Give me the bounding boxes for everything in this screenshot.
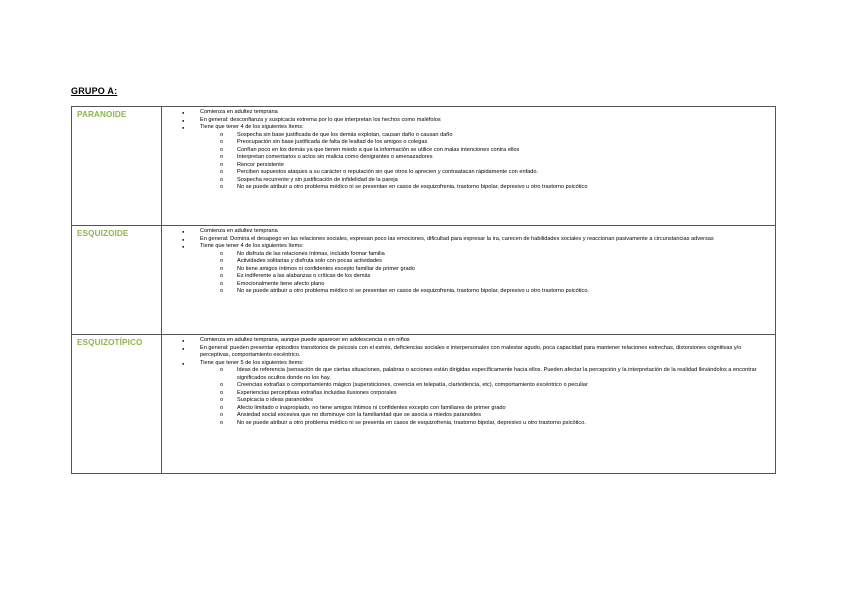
criteria-list <box>162 228 771 296</box>
table-row <box>72 226 776 335</box>
disorder-name: ESQUIZOIDE <box>72 226 162 335</box>
sub-list-item: o Interpretan comentarios o actos sin malicia como denigrantes o amenazadores <box>220 154 771 162</box>
sub-list-item: o No disfruta de las relaciones íntimas, incluido formar familia <box>220 251 771 259</box>
criteria-list <box>162 109 771 192</box>
sub-list-item: o Afecto limitado o inapropiado, no tiene amigos íntimos ni confidentes excepto con familiares de primer grado <box>220 405 771 413</box>
list-item: ● Comienza en adultez temprana <box>182 228 771 236</box>
list-item: ● En general: pueden presentar episodios transitorios de psicosis con el estrés, deficiencias sociales e interpersonales con malestar agudo, poca capacidad para mantener relaciones estrechas, distorsiones cognitivas y/o perceptivas, comportamiento excéntrico. <box>182 345 771 360</box>
sub-list-item: o Confían poco en los demás ya que tienen miedo a que la información se utilice con malas intenciones contra ellos <box>220 147 771 155</box>
disorder-criteria <box>162 226 776 335</box>
sub-list-item: o No se puede atribuir a otro problema médico ni se presentan en casos de esquizofrenia, trastorno bipolar, depresivo u otro trastorno psicótico <box>220 184 771 192</box>
disorder-criteria <box>162 335 776 474</box>
sub-list-item: o Suspicacia o ideas paranoides <box>220 397 771 405</box>
list-item-text: Tiene que tener 4 de los siguientes ítems: <box>200 243 304 249</box>
sub-list-item: o Experiencias perceptivas extrañas incluidas ilusiones corporales <box>220 390 771 398</box>
table-row <box>72 335 776 474</box>
sub-list-item: o No se puede atribuir a otro problema médico ni se presentan en casos de esquizofrenia, trastorno bipolar, depresivo u otro trastorno psicótico. <box>220 288 771 296</box>
sub-list-item: o Ideas de referencia (sensación de que ciertas situaciones, palabras o acciones están dirigidas específicamente hacia ellos. Pueden afectar la percepción y la interpretación de la realidad llevándolos a encontrar significados ocultos donde no los hay. <box>220 367 771 382</box>
list-item-text: Tiene que tener 5 de los siguientes ítems: <box>200 359 304 366</box>
list-item-text: Tiene que tener 4 de los siguientes ítems: <box>200 124 304 130</box>
disorders-table <box>71 106 776 474</box>
sub-list-item: o Emocionalmente tiene afecto plano <box>220 281 771 289</box>
sub-criteria-list <box>200 367 771 427</box>
group-heading: GRUPO A: <box>71 86 118 96</box>
list-item <box>182 124 771 192</box>
sub-list-item: o Actividades solitarias y disfruta solo con pocas actividades <box>220 258 771 266</box>
sub-list-item: o No tiene amigos íntimos ni confidentes excepto familiar de primer grado <box>220 266 771 274</box>
sub-list-item: o Perciben supuestos ataques a su carácter o reputación sin que otros lo aprecien y contraatacan rápidamente con enfado. <box>220 169 771 177</box>
sub-list-item: o Sospecha sin base justificada de que los demás explotan, causan daño o causan daño <box>220 132 771 140</box>
list-item: ● Comienza en adultez temprana <box>182 109 771 117</box>
sub-list-item: o Sospecha recurrente y sin justificación de infidelidad de la pareja <box>220 177 771 185</box>
list-item: ● En general: desconfianza y suspicacia extrema por lo que interpretan los hechos como maléfolos <box>182 117 771 125</box>
criteria-list <box>162 337 771 427</box>
disorder-name: PARANOIDE <box>72 107 162 226</box>
sub-list-item: o Es indiferente a las alabanzas o críticas de los demás <box>220 273 771 281</box>
table-row <box>72 107 776 226</box>
sub-list-item: o Rencor persistente <box>220 162 771 170</box>
sub-list-item: o Preocupación sin base justificada de falta de lealtad de los amigos o colegas <box>220 139 771 147</box>
sub-criteria-list <box>200 132 771 192</box>
sub-list-item: o Creencias extrañas o comportamiento mágico (supersticiones, creencia en telepatía, clarividencia, etc), comportamiento excéntrico o peculiar <box>220 382 771 390</box>
list-item <box>182 360 771 428</box>
list-item: ● En general: Domina el desapego en las relaciones sociales, expresan poco las emociones, dificultad para expresar la ira, carecen de habilidades sociales y reaccionan pasivamente a circunstancias adversas <box>182 236 771 244</box>
sub-list-item: o Ansiedad social excesiva que no disminuye con la familiaridad que se asocia a miedos paranoides <box>220 412 771 420</box>
list-item <box>182 243 771 296</box>
sub-list-item: o No se puede atribuir a otro problema médico ni se presenta en casos de esquizofrenia, trastorno bipolar, depresivo u otro trastorno psicótico. <box>220 420 771 428</box>
list-item: ● Comienza en adultez temprana, aunque puede aparecer en adolescencia o en niños <box>182 337 771 345</box>
sub-criteria-list <box>200 251 771 296</box>
disorder-name: ESQUIZOTÍPICO <box>72 335 162 474</box>
disorder-criteria <box>162 107 776 226</box>
